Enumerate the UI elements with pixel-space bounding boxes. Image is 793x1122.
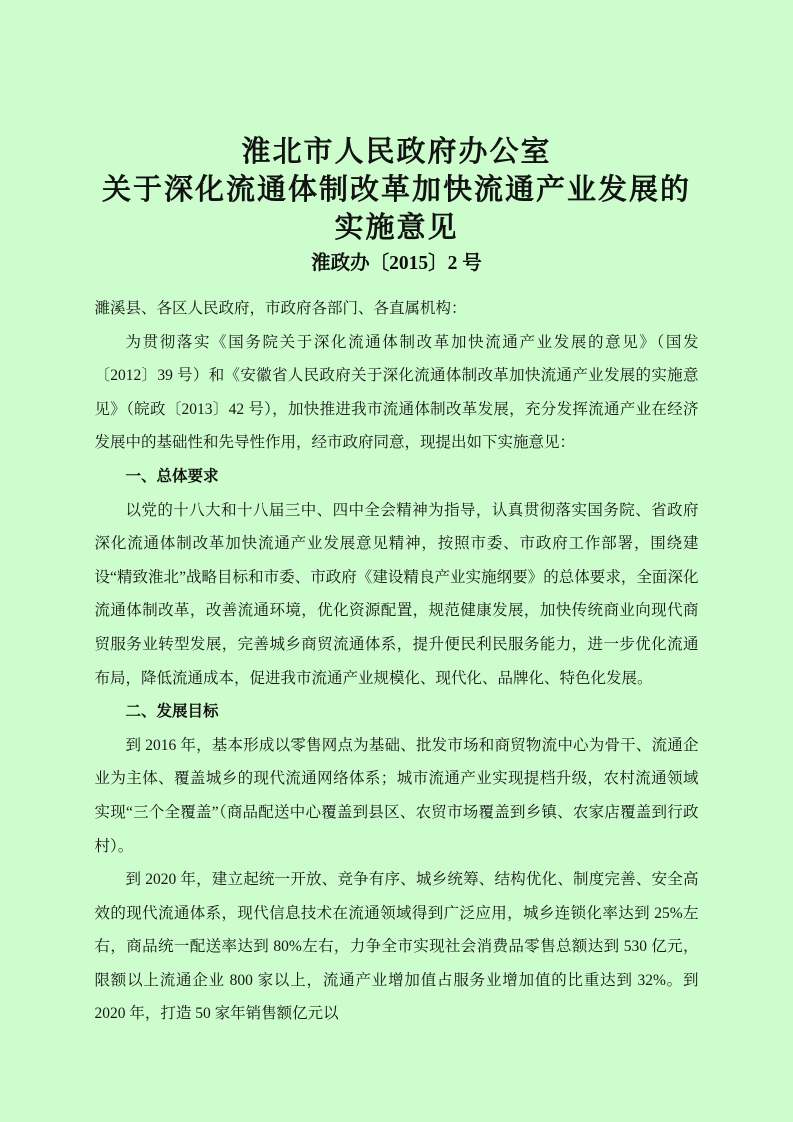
document-title [0, 132, 793, 246]
paragraph-preamble: 为贯彻落实《国务院关于深化流通体制改革加快流通产业发展的意见》（国发〔2012〕39 号）和《安徽省人民政府关于深化流通体制改革加快流通产业发展的实施意见》（皖政〔2013〕42 号），加快推进我市流通体制改革发展，充分发挥流通产业在经济发展中的基础性和先导性作用，经市政府同意，现提出如下实施意见： [94, 333, 699, 452]
title-line-2: 关于深化流通体制改革加快流通产业发展的 [101, 172, 691, 206]
paragraph-goal-2020: 到 2020 年，建立起统一开放、竞争有序、城乡统筹、结构优化、制度完善、安全高效的现代流通体系，现代信息技术在流通领域得到广泛应用，城乡连锁化率达到 25%左右，商品统一配送率达到 80%左右，力争全市实现社会消费品零售总额达到 530 亿元，限额以上流通企业 800 家以上，流通产业增加值占服务业增加值的比重达到 32%。到 2020 年，打造 50 家年销售额亿元以 [94, 871, 699, 1023]
document-number: 淮政办〔2015〕2 号 [311, 253, 482, 274]
title-line-3: 实施意见 [334, 210, 459, 244]
salutation: 濉溪县、各区人民政府，市政府各部门、各直属机构： [94, 300, 467, 317]
section-heading-development-goals: 二、发展目标 [125, 703, 219, 721]
title-line-1: 淮北市人民政府办公室 [241, 134, 552, 168]
paragraph-goal-2016: 到 2016 年，基本形成以零售网点为基础、批发市场和商贸物流中心为骨干、流通企业为主体、覆盖城乡的现代流通网络体系；城市流通产业实现提档升级，农村流通领域实现“三个全覆盖”（商品配送中心覆盖到县区、农贸市场覆盖到乡镇、农家店覆盖到行政村）。 [94, 736, 699, 855]
paragraph-overall-requirements: 以党的十八大和十八届三中、四中全会精神为指导，认真贯彻落实国务院、省政府深化流通体制改革加快流通产业发展意见精神，按照市委、市政府工作部署，围绕建设“精致淮北”战略目标和市委、市政府《建设精良产业实施纲要》的总体要求，全面深化流通体制改革，改善流通环境，优化资源配置，规范健康发展，加快传统商业向现代商贸服务业转型发展，完善城乡商贸流通体系，提升便民利民服务能力，进一步优化流通布局，降低流通成本，促进我市流通产业规模化、现代化、品牌化、特色化发展。 [94, 501, 699, 687]
section-heading-overall-requirements: 一、总体要求 [125, 467, 219, 485]
document-body [95, 292, 699, 1031]
